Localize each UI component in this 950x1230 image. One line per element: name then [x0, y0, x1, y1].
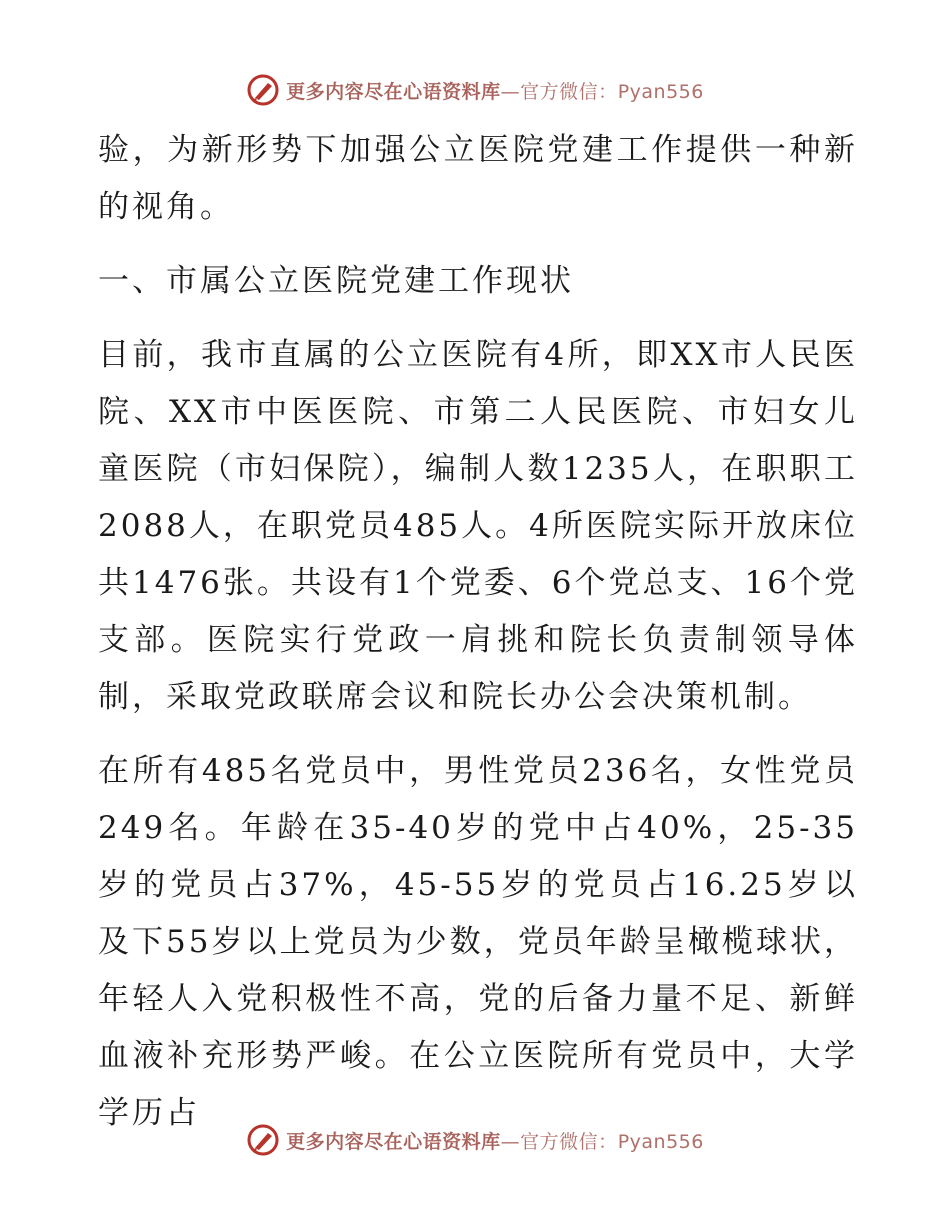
- pen-logo-icon: [246, 1123, 280, 1157]
- watermark-footer: [0, 1120, 950, 1160]
- document-body: [98, 122, 858, 1142]
- watermark-text: 更多内容尽在心语资料库—官方微信：Pyan556: [286, 80, 704, 103]
- paragraph-members: 在所有485名党员中，男性党员236名，女性党员249名。年龄在35-40岁的党中占40%，25-35岁的党员占37%，45-55岁的党员占16.25岁以及下55岁以上党员为少数，党员年龄呈橄榄球状，年轻人入党积极性不高，党的后备力量不足、新鲜血液补充形势严峻。在公立医院所有党员中，大学学历占: [98, 753, 858, 1131]
- paragraph-intro: 验，为新形势下加强公立医院党建工作提供一种新的视角。: [98, 132, 858, 225]
- watermark-header: [0, 70, 950, 110]
- pen-logo-icon: [246, 73, 280, 107]
- section-heading: 一、市属公立医院党建工作现状: [98, 263, 574, 299]
- paragraph-overview: 目前，我市直属的公立医院有4所，即XX市人民医院、XX市中医医院、市第二人民医院、市妇女儿童医院（市妇保院），编制人数1235人，在职职工2088人，在职党员485人。4所医院实际开放床位共1476张。共设有1个党委、6个党总支、16个党支部。医院实行党政一肩挑和院长负责制领导体制，采取党政联席会议和院长办公会决策机制。: [98, 337, 858, 715]
- watermark-text: 更多内容尽在心语资料库—官方微信：Pyan556: [286, 1130, 704, 1153]
